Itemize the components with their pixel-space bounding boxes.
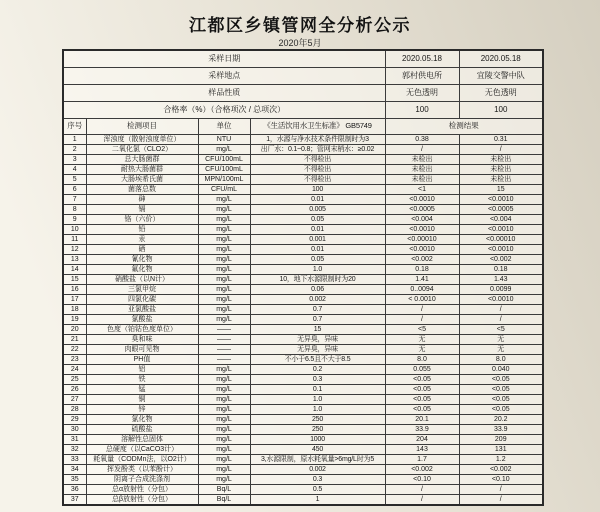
cell-unit: mg/L — [198, 245, 250, 255]
table-row — [63, 465, 543, 475]
cell-standard: 0.01 — [250, 245, 385, 255]
cell-standard: 1.0 — [250, 405, 385, 415]
cell-result-site1: 未检出 — [385, 175, 459, 185]
cell-item-name: 总硬度（以CaCO3计） — [86, 445, 198, 455]
cell-item-name: 溶解性总固体 — [86, 435, 198, 445]
table-row — [63, 395, 543, 405]
cell-row-number: 19 — [63, 315, 86, 325]
cell-row-number: 37 — [63, 495, 86, 506]
cell-item-name: 臭和味 — [86, 335, 198, 345]
cell-standard: 0.1 — [250, 385, 385, 395]
cell-standard: 0.3 — [250, 475, 385, 485]
cell-unit: mg/L — [198, 315, 250, 325]
cell-result-site1: <0.004 — [385, 215, 459, 225]
cell-result-site2: / — [459, 315, 543, 325]
cell-result-site2: <0.00010 — [459, 235, 543, 245]
cell-item-name: 硒 — [86, 245, 198, 255]
cell-result-site2: <0.0005 — [459, 205, 543, 215]
cell-unit: CFU/mL — [198, 185, 250, 195]
cell-row-number: 11 — [63, 235, 86, 245]
cell-item-name: 硫酸盐 — [86, 425, 198, 435]
cell-standard: 15 — [250, 325, 385, 335]
cell-result-site2: 0.0099 — [459, 285, 543, 295]
cell-result-site1: 0.055 — [385, 365, 459, 375]
cell-result-site1: 无 — [385, 335, 459, 345]
cell-result-site1: <0.05 — [385, 375, 459, 385]
cell-standard: 0.06 — [250, 285, 385, 295]
table-row — [63, 335, 543, 345]
cell-unit: mg/L — [198, 385, 250, 395]
cell-result-site2: / — [459, 495, 543, 506]
cell-row-number: 7 — [63, 195, 86, 205]
cell-row-number: 29 — [63, 415, 86, 425]
cell-result-site2: 20.2 — [459, 415, 543, 425]
cell-row-number: 21 — [63, 335, 86, 345]
cell-item-name: 色度（铂钴色度单位） — [86, 325, 198, 335]
cell-result-site1: <0.05 — [385, 385, 459, 395]
cell-standard: 1，水源与净水技术条件限制时为3 — [250, 135, 385, 145]
cell-standard: 0.5 — [250, 485, 385, 495]
table-row — [63, 495, 543, 506]
table-row — [63, 275, 543, 285]
cell-standard: 100 — [250, 185, 385, 195]
cell-standard: 0.002 — [250, 465, 385, 475]
cell-result-site2: / — [459, 485, 543, 495]
cell-result-site1: 无 — [385, 345, 459, 355]
table-row — [63, 385, 543, 395]
cell-item-name: 铁 — [86, 375, 198, 385]
table-row — [63, 195, 543, 205]
cell-item-name: PH值 — [86, 355, 198, 365]
cell-standard: 0.05 — [250, 215, 385, 225]
cell-unit: mg/L — [198, 305, 250, 315]
table-row — [63, 155, 543, 165]
cell-item-name: 总β放射性（分包） — [86, 495, 198, 506]
cell-row-number: 14 — [63, 265, 86, 275]
cell-standard: 1 — [250, 495, 385, 506]
sampling-location-value-2: 宜陵交警中队 — [459, 68, 543, 85]
table-row — [63, 305, 543, 315]
table-row — [63, 375, 543, 385]
cell-result-site2: 1.2 — [459, 455, 543, 465]
cell-row-number: 2 — [63, 145, 86, 155]
table-row — [63, 295, 543, 305]
table-row — [63, 425, 543, 435]
cell-unit: mg/L — [198, 475, 250, 485]
cell-unit: mg/L — [198, 235, 250, 245]
cell-result-site2: <0.05 — [459, 405, 543, 415]
cell-standard: 无异臭，异味 — [250, 335, 385, 345]
cell-row-number: 28 — [63, 405, 86, 415]
table-row — [63, 415, 543, 425]
table-row — [63, 145, 543, 155]
cell-result-site1: <5 — [385, 325, 459, 335]
cell-item-name: 总α放射性（分包） — [86, 485, 198, 495]
info-row-pass-rate — [63, 102, 543, 119]
cell-item-name: 四氯化碳 — [86, 295, 198, 305]
cell-item-name: 大肠埃希氏菌 — [86, 175, 198, 185]
cell-item-name: 浑浊度（散射浊度单位） — [86, 135, 198, 145]
cell-item-name: 砷 — [86, 195, 198, 205]
cell-result-site1: <0.05 — [385, 395, 459, 405]
sampling-location-label: 采样地点 — [63, 68, 385, 85]
table-row — [63, 165, 543, 175]
cell-row-number: 9 — [63, 215, 86, 225]
pass-rate-label: 合格率（%）（合格项次 / 总项次） — [63, 102, 385, 119]
col-header-no: 序号 — [63, 119, 86, 135]
cell-row-number: 13 — [63, 255, 86, 265]
table-row — [63, 245, 543, 255]
table-row — [63, 485, 543, 495]
cell-item-name: 汞 — [86, 235, 198, 245]
table-row — [63, 455, 543, 465]
cell-unit: —— — [198, 345, 250, 355]
sample-nature-value-1: 无色透明 — [385, 85, 459, 102]
info-row-sample-nature — [63, 85, 543, 102]
table-row — [63, 215, 543, 225]
cell-standard: 450 — [250, 445, 385, 455]
table-row — [63, 265, 543, 275]
cell-standard: 不得检出 — [250, 155, 385, 165]
cell-standard: 3,水源限制，原水耗氧量>6mg/L时为5 — [250, 455, 385, 465]
cell-unit: mg/L — [198, 205, 250, 215]
cell-unit: mg/L — [198, 435, 250, 445]
cell-result-site2: <0.0010 — [459, 225, 543, 235]
cell-standard: 0.01 — [250, 195, 385, 205]
col-header-result: 检测结果 — [385, 119, 543, 135]
cell-unit: mg/L — [198, 195, 250, 205]
cell-item-name: 二氧化氯（CLO2） — [86, 145, 198, 155]
cell-unit: mg/L — [198, 465, 250, 475]
cell-result-site1: 20.1 — [385, 415, 459, 425]
cell-item-name: 铬（六价） — [86, 215, 198, 225]
cell-standard: 0.01 — [250, 225, 385, 235]
cell-row-number: 10 — [63, 225, 86, 235]
cell-unit: Bq/L — [198, 485, 250, 495]
table-row — [63, 175, 543, 185]
cell-unit: MPN/100mL — [198, 175, 250, 185]
cell-result-site2: 1.43 — [459, 275, 543, 285]
cell-unit: —— — [198, 335, 250, 345]
cell-result-site1: 0.18 — [385, 265, 459, 275]
cell-standard: 0.7 — [250, 305, 385, 315]
cell-unit: mg/L — [198, 265, 250, 275]
cell-result-site2: / — [459, 305, 543, 315]
cell-item-name: 铝 — [86, 365, 198, 375]
cell-standard: 1.0 — [250, 265, 385, 275]
cell-result-site2: 0.18 — [459, 265, 543, 275]
cell-result-site1: <0.10 — [385, 475, 459, 485]
cell-item-name: 亚氯酸盐 — [86, 305, 198, 315]
cell-unit: mg/L — [198, 415, 250, 425]
cell-result-site1: 143 — [385, 445, 459, 455]
cell-item-name: 菌落总数 — [86, 185, 198, 195]
cell-item-name: 氟化物 — [86, 265, 198, 275]
table-row — [63, 185, 543, 195]
cell-result-site2: / — [459, 145, 543, 155]
cell-result-site1: 1.7 — [385, 455, 459, 465]
cell-row-number: 32 — [63, 445, 86, 455]
cell-unit: —— — [198, 355, 250, 365]
cell-result-site1: / — [385, 305, 459, 315]
cell-result-site2: <0.0010 — [459, 245, 543, 255]
cell-standard: 1.0 — [250, 395, 385, 405]
cell-row-number: 34 — [63, 465, 86, 475]
cell-unit: mg/L — [198, 285, 250, 295]
cell-row-number: 20 — [63, 325, 86, 335]
cell-item-name: 锌 — [86, 405, 198, 415]
cell-result-site1: 1.41 — [385, 275, 459, 285]
pass-rate-value-2: 100 — [459, 102, 543, 119]
cell-row-number: 36 — [63, 485, 86, 495]
cell-unit: mg/L — [198, 425, 250, 435]
cell-unit: mg/L — [198, 365, 250, 375]
analysis-table — [62, 49, 544, 506]
col-header-item: 检测项目 — [86, 119, 198, 135]
table-row — [63, 135, 543, 145]
cell-row-number: 26 — [63, 385, 86, 395]
cell-standard: 不得检出 — [250, 165, 385, 175]
cell-unit: mg/L — [198, 255, 250, 265]
cell-result-site2: 未检出 — [459, 165, 543, 175]
cell-result-site1: < 0.0010 — [385, 295, 459, 305]
cell-item-name: 氰化物 — [86, 255, 198, 265]
cell-row-number: 17 — [63, 295, 86, 305]
cell-row-number: 5 — [63, 175, 86, 185]
cell-standard: 0.002 — [250, 295, 385, 305]
results-tbody — [63, 135, 543, 506]
table-row — [63, 285, 543, 295]
table-row — [63, 345, 543, 355]
cell-result-site2: 8.0 — [459, 355, 543, 365]
cell-row-number: 4 — [63, 165, 86, 175]
cell-result-site1: 33.9 — [385, 425, 459, 435]
cell-row-number: 3 — [63, 155, 86, 165]
cell-result-site2: 33.9 — [459, 425, 543, 435]
table-row — [63, 255, 543, 265]
sampling-date-value-2: 2020.05.18 — [459, 50, 543, 68]
cell-result-site2: <0.0010 — [459, 295, 543, 305]
cell-item-name: 耐热大肠菌群 — [86, 165, 198, 175]
cell-standard: 不得检出 — [250, 175, 385, 185]
cell-result-site2: <0.002 — [459, 255, 543, 265]
cell-item-name: 铅 — [86, 225, 198, 235]
cell-row-number: 35 — [63, 475, 86, 485]
table-row — [63, 225, 543, 235]
cell-row-number: 8 — [63, 205, 86, 215]
cell-result-site2: 209 — [459, 435, 543, 445]
cell-item-name: 镉 — [86, 205, 198, 215]
cell-item-name: 耗氧量（CODMn法，以O2计） — [86, 455, 198, 465]
cell-result-site1: <0.0005 — [385, 205, 459, 215]
column-header-row — [63, 119, 543, 135]
cell-result-site1: / — [385, 485, 459, 495]
cell-result-site2: <0.002 — [459, 465, 543, 475]
cell-result-site2: <0.10 — [459, 475, 543, 485]
cell-result-site1: <0.002 — [385, 465, 459, 475]
cell-unit: mg/L — [198, 445, 250, 455]
cell-result-site1: 204 — [385, 435, 459, 445]
cell-row-number: 18 — [63, 305, 86, 315]
cell-standard: 0.001 — [250, 235, 385, 245]
cell-result-site2: <0.05 — [459, 395, 543, 405]
cell-result-site2: 15 — [459, 185, 543, 195]
sampling-location-value-1: 郭村供电所 — [385, 68, 459, 85]
cell-item-name: 阴离子合成洗涤剂 — [86, 475, 198, 485]
cell-row-number: 27 — [63, 395, 86, 405]
table-row — [63, 235, 543, 245]
cell-result-site1: / — [385, 315, 459, 325]
cell-standard: 0.7 — [250, 315, 385, 325]
table-row — [63, 315, 543, 325]
cell-row-number: 23 — [63, 355, 86, 365]
col-header-unit: 单位 — [198, 119, 250, 135]
cell-item-name: 氯化物 — [86, 415, 198, 425]
cell-result-site2: 无 — [459, 345, 543, 355]
cell-unit: mg/L — [198, 145, 250, 155]
cell-item-name: 挥发酚类（以苯酚计） — [86, 465, 198, 475]
cell-result-site2: 无 — [459, 335, 543, 345]
cell-unit: —— — [198, 325, 250, 335]
col-header-standard: 《生活饮用水卫生标准》 GB5749 — [250, 119, 385, 135]
cell-standard: 无异臭，异味 — [250, 345, 385, 355]
cell-unit: mg/L — [198, 275, 250, 285]
cell-item-name: 铜 — [86, 395, 198, 405]
cell-result-site1: / — [385, 495, 459, 506]
cell-row-number: 1 — [63, 135, 86, 145]
cell-result-site1: <0.05 — [385, 405, 459, 415]
cell-item-name: 总大肠菌群 — [86, 155, 198, 165]
cell-result-site2: 0.040 — [459, 365, 543, 375]
cell-result-site2: <0.05 — [459, 375, 543, 385]
cell-row-number: 6 — [63, 185, 86, 195]
cell-standard: 不小于6.5且不大于8.5 — [250, 355, 385, 365]
cell-unit: CFU/100mL — [198, 165, 250, 175]
cell-unit: mg/L — [198, 375, 250, 385]
cell-result-site2: <0.004 — [459, 215, 543, 225]
cell-result-site2: 未检出 — [459, 155, 543, 165]
info-row-sampling-date — [63, 50, 543, 68]
cell-standard: 0.2 — [250, 365, 385, 375]
cell-unit: mg/L — [198, 405, 250, 415]
cell-standard: 1000 — [250, 435, 385, 445]
cell-row-number: 22 — [63, 345, 86, 355]
cell-item-name: 氯酸盐 — [86, 315, 198, 325]
cell-row-number: 30 — [63, 425, 86, 435]
cell-result-site2: 0.31 — [459, 135, 543, 145]
cell-unit: mg/L — [198, 395, 250, 405]
table-row — [63, 405, 543, 415]
cell-result-site1: 0.38 — [385, 135, 459, 145]
cell-unit: NTU — [198, 135, 250, 145]
cell-unit: mg/L — [198, 455, 250, 465]
cell-row-number: 12 — [63, 245, 86, 255]
cell-result-site2: 未检出 — [459, 175, 543, 185]
cell-result-site1: 未检出 — [385, 165, 459, 175]
table-row — [63, 475, 543, 485]
cell-item-name: 锰 — [86, 385, 198, 395]
cell-result-site1: 8.0 — [385, 355, 459, 365]
cell-result-site1: / — [385, 145, 459, 155]
table-row — [63, 325, 543, 335]
table-row — [63, 445, 543, 455]
cell-unit: CFU/100mL — [198, 155, 250, 165]
cell-standard: 0.005 — [250, 205, 385, 215]
cell-result-site2: <5 — [459, 325, 543, 335]
cell-result-site1: <1 — [385, 185, 459, 195]
cell-result-site1: 未检出 — [385, 155, 459, 165]
cell-item-name: 肉眼可见物 — [86, 345, 198, 355]
sampling-date-label: 采样日期 — [63, 50, 385, 68]
cell-standard: 0.3 — [250, 375, 385, 385]
sampling-date-value-1: 2020.05.18 — [385, 50, 459, 68]
cell-row-number: 31 — [63, 435, 86, 445]
cell-result-site2: 131 — [459, 445, 543, 455]
pass-rate-value-1: 100 — [385, 102, 459, 119]
cell-unit: Bq/L — [198, 495, 250, 506]
cell-row-number: 33 — [63, 455, 86, 465]
table-row — [63, 355, 543, 365]
cell-result-site1: 0..0094 — [385, 285, 459, 295]
cell-standard: 10，地下水源限制时为20 — [250, 275, 385, 285]
cell-unit: mg/L — [198, 215, 250, 225]
cell-result-site1: <0.00010 — [385, 235, 459, 245]
cell-result-site2: <0.05 — [459, 385, 543, 395]
cell-result-site2: <0.0010 — [459, 195, 543, 205]
info-row-sampling-location — [63, 68, 543, 85]
sample-nature-label: 样品性质 — [63, 85, 385, 102]
cell-standard: 250 — [250, 425, 385, 435]
cell-row-number: 16 — [63, 285, 86, 295]
page-title: 江都区乡镇管网全分析公示 — [189, 16, 411, 35]
table-row — [63, 205, 543, 215]
cell-result-site1: <0.002 — [385, 255, 459, 265]
cell-standard: 0.05 — [250, 255, 385, 265]
cell-item-name: 三氯甲烷 — [86, 285, 198, 295]
cell-result-site1: <0.0010 — [385, 195, 459, 205]
cell-row-number: 25 — [63, 375, 86, 385]
cell-unit: mg/L — [198, 295, 250, 305]
cell-result-site1: <0.0010 — [385, 245, 459, 255]
cell-row-number: 24 — [63, 365, 86, 375]
cell-standard: 250 — [250, 415, 385, 425]
cell-standard: 出厂水：0.1~0.8；管网末梢水：≥0.02 — [250, 145, 385, 155]
cell-unit: mg/L — [198, 225, 250, 235]
table-row — [63, 365, 543, 375]
report-month: 2020年5月 — [278, 38, 322, 48]
cell-result-site1: <0.0010 — [385, 225, 459, 235]
cell-item-name: 硝酸盐（以N计） — [86, 275, 198, 285]
sample-nature-value-2: 无色透明 — [459, 85, 543, 102]
table-row — [63, 435, 543, 445]
cell-row-number: 15 — [63, 275, 86, 285]
